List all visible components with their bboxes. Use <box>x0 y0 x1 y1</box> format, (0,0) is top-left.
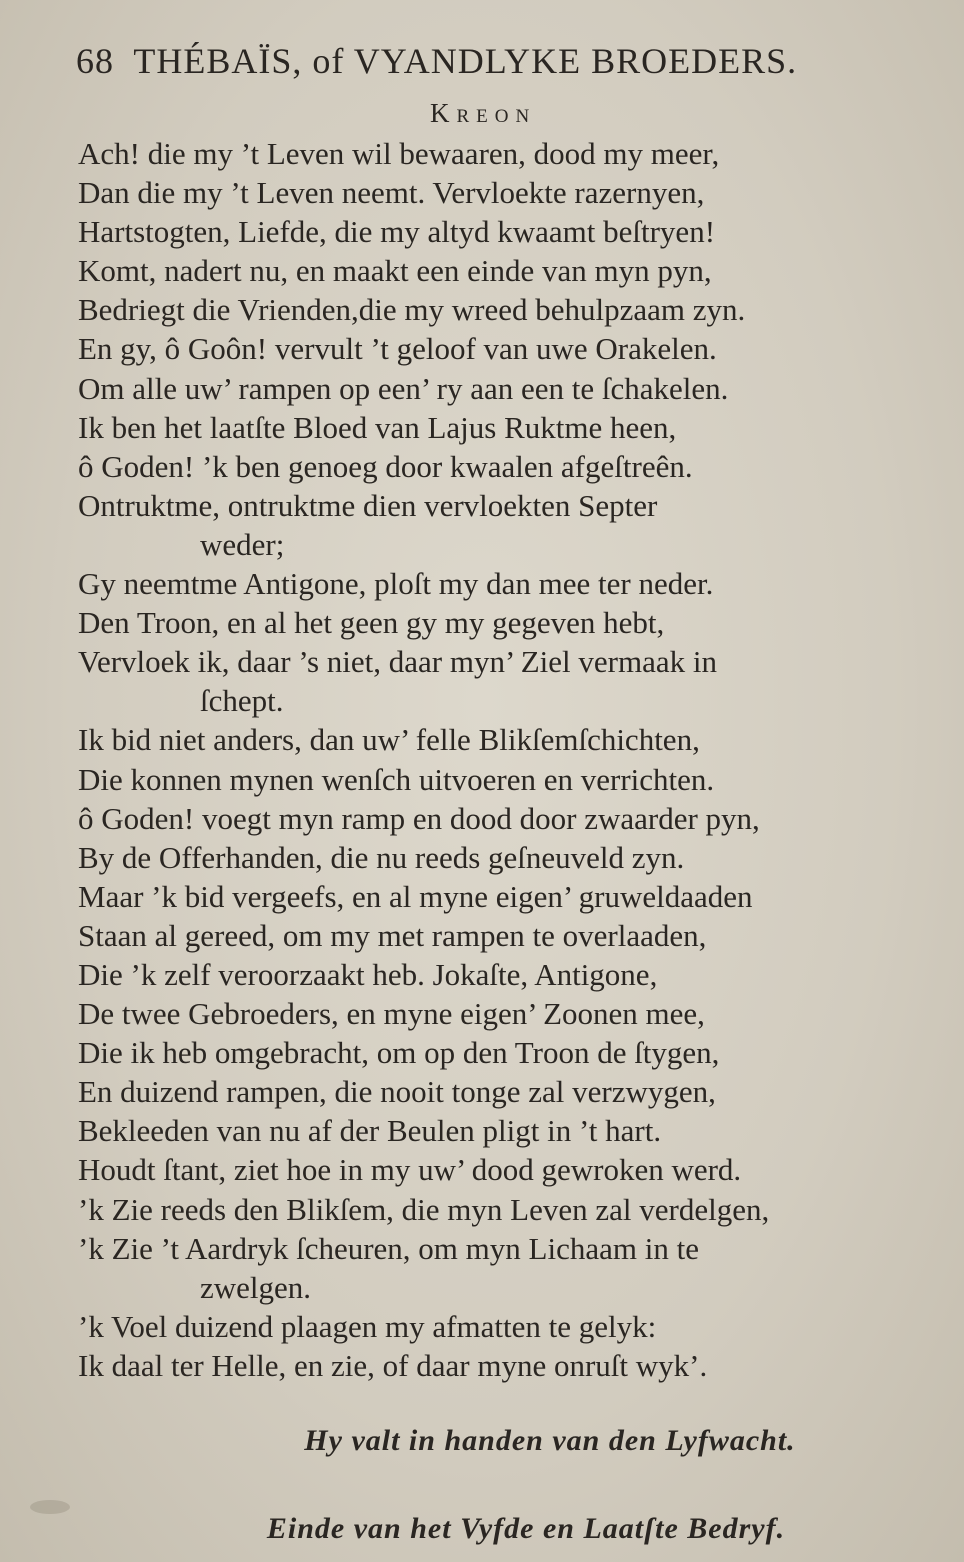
verse-line: Ik ben het laatſte Bloed van Lajus Ruktme heen, <box>78 409 677 445</box>
verse-line: ’k Voel duizend plaagen my afmatten te gelyk: <box>78 1308 657 1344</box>
verse-line: Ontruktme, ontruktme dien vervloekten Septer <box>78 487 658 523</box>
verse-line-continuation: weder; <box>200 526 285 562</box>
verse-line: Bekleeden van nu af der Beulen pligt in ’t hart. <box>78 1113 662 1149</box>
verse-line: Die ’k zelf veroorzaakt heb. Jokaſte, Antigone, <box>78 956 658 992</box>
verse-line: En gy, ô Goôn! vervult ’t geloof van uwe Orakelen. <box>78 331 717 367</box>
verse-line: Komt, nadert nu, en maakt een einde van myn pyn, <box>78 253 712 289</box>
verse-line: Ach! die my ’t Leven wil bewaaren, dood my meer, <box>78 136 720 171</box>
running-title: THÉBAÏS, of VYANDLYKE BROEDERS. <box>133 41 798 81</box>
stage-direction: Hy valt in handen van den Lyfwacht. <box>304 1424 796 1457</box>
verse-line: Ik bid niet anders, dan uw’ felle Blikſemſchichten, <box>78 722 700 758</box>
page-smudge <box>30 1500 70 1514</box>
act-end-note: Einde van het Vyfde en Laatſte Bedryf. <box>266 1512 786 1545</box>
verse-line: ’k Zie reeds den Blikſem, die myn Leven zal verdelgen, <box>78 1191 770 1227</box>
verse-line: Om alle uw’ rampen op een’ ry aan een te ſchakelen. <box>78 370 729 406</box>
page-number: 68 <box>76 41 114 81</box>
verse-line: By de Offerhanden, die nu reeds geſneuveld zyn. <box>78 839 685 875</box>
verse-line-continuation: ſchept. <box>200 683 284 719</box>
verse-line: Den Troon, en al het geen gy my gegeven hebt, <box>78 605 665 641</box>
verse-line: Dan die my ’t Leven neemt. Vervloekte razernyen, <box>78 175 705 211</box>
verse-line: Maar ’k bid vergeefs, en al myne eigen’ gruweldaaden <box>78 878 753 914</box>
verse-line: Die konnen mynen wenſch uitvoeren en verrichten. <box>78 761 715 797</box>
verse-line: Hartstogten, Liefde, die my altyd kwaamt beſtryen! <box>78 214 716 250</box>
verse-line: En duizend rampen, die nooit tonge zal verzwygen, <box>78 1074 716 1110</box>
verse-line: ô Goden! voegt myn ramp en dood door zwaarder pyn, <box>78 800 760 836</box>
verse-line-continuation: zwelgen. <box>200 1269 312 1305</box>
verse-line: Ik daal ter Helle, en zie, of daar myne onruſt wyk’. <box>78 1347 708 1383</box>
verse-line: ô Goden! ’k ben genoeg door kwaalen afgeſtreên. <box>78 448 693 484</box>
verse-line: ’k Zie ’t Aardryk ſcheuren, om myn Lichaam in te <box>78 1230 699 1266</box>
verse-line: Die ik heb omgebracht, om op den Troon de ſtygen, <box>78 1035 720 1071</box>
running-header <box>76 40 936 82</box>
verse-line: Gy neemtme Antigone, ploſt my dan mee ter neder. <box>78 566 714 602</box>
verse-line: Houdt ſtant, ziet hoe in my uw’ dood gewroken werd. <box>78 1152 742 1188</box>
verse-line: Bedriegt die Vrienden,die my wreed behulpzaam zyn. <box>78 292 746 328</box>
verse-line: Staan al gereed, om my met rampen te overlaaden, <box>78 917 707 953</box>
speaker-name: Kreon <box>430 98 537 128</box>
verse-block <box>78 134 946 1385</box>
verse-line: Vervloek ik, daar ’s niet, daar myn’ Ziel vermaak in <box>78 644 717 680</box>
verse-line: De twee Gebroeders, en myne eigen’ Zoonen mee, <box>78 996 705 1032</box>
